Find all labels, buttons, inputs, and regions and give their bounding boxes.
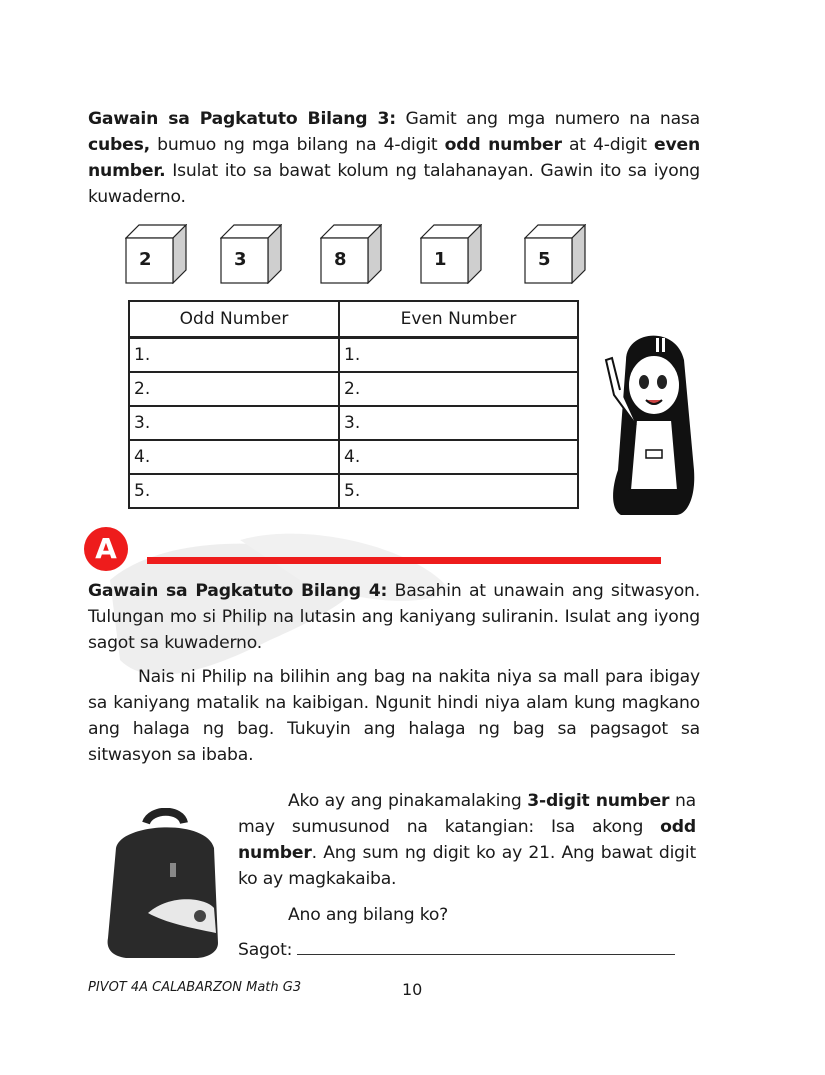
number-cube: [220, 224, 282, 284]
cube-shape: [420, 224, 482, 284]
section-divider: [147, 557, 661, 564]
even-cell[interactable]: 4.: [339, 440, 578, 474]
girl-illustration: [596, 320, 704, 520]
even-cell[interactable]: 1.: [339, 338, 578, 373]
odd-cell[interactable]: 5.: [129, 474, 339, 508]
cube-shape: [524, 224, 586, 284]
activity-3-title: Gawain sa Pagkatuto Bilang 3:: [88, 109, 396, 129]
backpack-illustration: [96, 808, 226, 958]
cube-number: 3: [234, 249, 247, 270]
odd-cell[interactable]: 1.: [129, 338, 339, 373]
number-cube: [420, 224, 482, 284]
cube-number: 5: [538, 249, 551, 270]
cube-number: 1: [434, 249, 447, 270]
header-even-number: Even Number: [339, 301, 578, 338]
cube-number: 8: [334, 249, 347, 270]
answer-line[interactable]: [297, 936, 675, 955]
table-row: [129, 440, 578, 474]
riddle-question: Ano ang bilang ko?: [288, 905, 449, 925]
cube-number: 2: [139, 249, 152, 270]
answer-label: Sagot:: [238, 940, 293, 960]
even-cell[interactable]: 2.: [339, 372, 578, 406]
odd-cell[interactable]: 4.: [129, 440, 339, 474]
odd-cell[interactable]: 3.: [129, 406, 339, 440]
number-cube: [320, 224, 382, 284]
even-cell[interactable]: 3.: [339, 406, 578, 440]
even-cell[interactable]: 5.: [339, 474, 578, 508]
odd-cell[interactable]: 2.: [129, 372, 339, 406]
cube-shape: [220, 224, 282, 284]
table-row: [129, 406, 578, 440]
section-badge-a: A: [84, 527, 128, 571]
page-number: 10: [402, 980, 423, 999]
activity-4-title: Gawain sa Pagkatuto Bilang 4:: [88, 581, 388, 601]
table-row: [129, 338, 578, 373]
cube-shape: [125, 224, 187, 284]
table-row: [129, 474, 578, 508]
activity-3-instructions: Gawain sa Pagkatuto Bilang 3: Gamit ang mga numero na nasa cubes, bumuo ng mga bilang na 4-digit odd number at 4-digit even number. Isulat ito sa bawat kolum ng talahanayan. Gawin ito sa iyong kuwaderno.: [88, 109, 700, 207]
story-paragraph: Nais ni Philip na bilihin ang bag na nakita niya sa mall para ibigay sa kaniyang matalik na kaibigan. Ngunit hindi niya alam kung magkano ang halaga ng bag. Tukuyin ang halaga ng bag sa pagsagot sa sitwasyon sa ibaba.: [88, 667, 700, 765]
number-cube: [125, 224, 187, 284]
footer-source: PIVOT 4A CALABARZON Math G3: [88, 980, 302, 995]
riddle-text: Ako ay ang pinakamalaking 3-digit number na may sumusunod na katangian: Isa akong odd number. Ang sum ng digit ko ay 21. Ang bawat digit ko ay magkakaiba.: [238, 791, 697, 889]
odd-even-table: [128, 300, 579, 509]
answer-row: [238, 936, 696, 963]
table-row: [129, 372, 578, 406]
activity-4-instructions: Gawain sa Pagkatuto Bilang 4: Basahin at unawain ang sitwasyon. Tulungan mo si Philip na lutasin ang kaniyang suliranin. Isulat ang iyong sagot sa kuwaderno.: [88, 581, 700, 653]
header-odd-number: Odd Number: [129, 301, 339, 338]
cube-shape: [320, 224, 382, 284]
number-cube: [524, 224, 586, 284]
